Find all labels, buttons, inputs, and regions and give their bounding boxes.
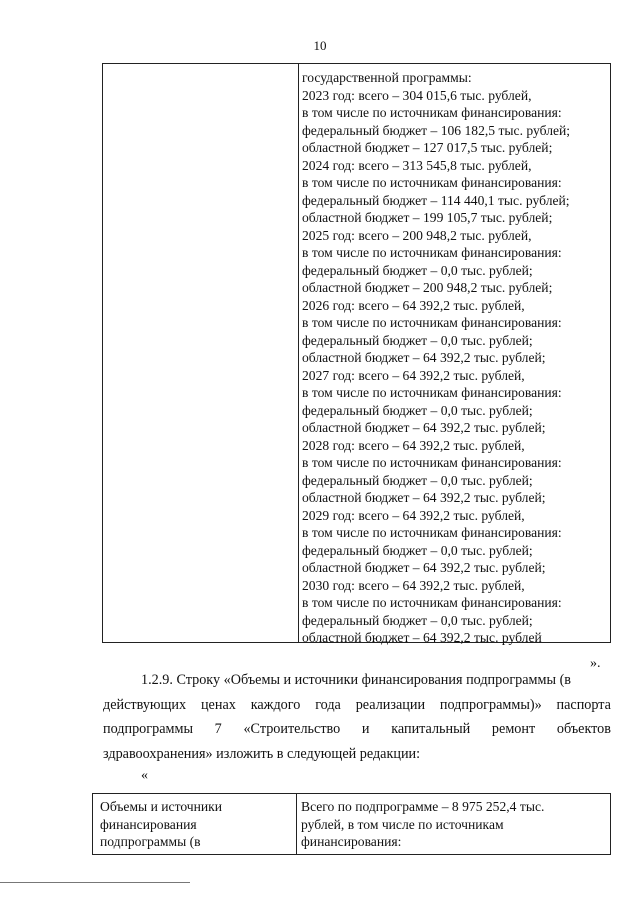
text-line: 2025 год: всего – 200 948,2 тыс. рублей, xyxy=(302,227,532,243)
page-number: 10 xyxy=(313,38,327,53)
financing-details-cell xyxy=(302,69,607,647)
text-line: областной бюджет – 64 392,2 тыс. рублей; xyxy=(302,560,546,575)
text-line: федеральный бюджет – 0,0 тыс. рублей; xyxy=(302,472,533,488)
text-line: областной бюджет – 64 392,2 тыс. рублей; xyxy=(302,490,546,505)
paragraph-line: здравоохранения» изложить в следующей редакции: xyxy=(103,745,421,762)
word: подпрограммы)» xyxy=(439,696,542,713)
text-line: в том числе по источникам финансирования: xyxy=(302,455,562,470)
word: «Строительство xyxy=(243,721,341,737)
table-column-divider xyxy=(296,794,297,854)
text-line: в том числе по источникам финансирования: xyxy=(302,245,562,260)
text-line: в том числе по источникам финансирования: xyxy=(302,385,562,400)
text-line: федеральный бюджет – 0,0 тыс. рублей; xyxy=(302,262,533,278)
text-line: государственной программы: xyxy=(302,70,472,85)
text-line: в том числе по источникам финансирования: xyxy=(302,315,562,330)
footer-rule xyxy=(0,882,190,883)
text-line: 2027 год: всего – 64 392,2 тыс. рублей, xyxy=(302,367,525,383)
amendment-paragraph xyxy=(103,672,611,770)
closing-quote: ». xyxy=(590,656,601,671)
text-line: областной бюджет – 127 017,5 тыс. рублей; xyxy=(302,140,553,155)
paragraph-line-justified xyxy=(103,697,611,722)
paragraph-line-justified xyxy=(103,721,611,746)
word: ценах xyxy=(200,696,236,713)
text-line: областной бюджет – 64 392,2 тыс. рублей xyxy=(302,630,542,645)
table-column-divider xyxy=(298,64,299,642)
text-line: 2024 год: всего – 313 545,8 тыс. рублей, xyxy=(302,157,532,173)
word: действующих xyxy=(103,696,187,713)
word: реализации xyxy=(355,696,426,713)
text-line: федеральный бюджет – 0,0 тыс. рублей; xyxy=(302,332,533,348)
paragraph-line: 1.2.9. Строку «Объемы и источники финансирования подпрограммы (в xyxy=(141,672,572,688)
subprogram-financing-table xyxy=(92,793,611,855)
text-line: финансирования xyxy=(100,816,197,832)
text-line: Всего по подпрограмме – 8 975 252,4 тыс. xyxy=(301,799,545,814)
text-line: 2026 год: всего – 64 392,2 тыс. рублей, xyxy=(302,297,525,313)
word: ремонт xyxy=(491,721,536,737)
text-line: 2029 год: всего – 64 392,2 тыс. рублей, xyxy=(302,507,525,523)
text-line: областной бюджет – 64 392,2 тыс. рублей; xyxy=(302,420,546,435)
text-line: 2028 год: всего – 64 392,2 тыс. рублей, xyxy=(302,437,525,453)
word: паспорта xyxy=(556,696,611,713)
word: подпрограммы xyxy=(103,721,193,737)
text-line: Объемы и источники xyxy=(100,799,223,814)
word: года xyxy=(315,696,341,713)
opening-quote: « xyxy=(141,768,148,783)
text-line: 2030 год: всего – 64 392,2 тыс. рублей, xyxy=(302,577,525,593)
row-value-cell xyxy=(301,798,606,851)
text-line: финансирования: xyxy=(301,834,402,849)
text-line: федеральный бюджет – 0,0 тыс. рублей; xyxy=(302,402,533,418)
text-line: 2023 год: всего – 304 015,6 тыс. рублей, xyxy=(302,87,532,103)
word: и xyxy=(361,721,370,737)
text-line: в том числе по источникам финансирования: xyxy=(302,595,562,610)
text-line: федеральный бюджет – 114 440,1 тыс. рублей; xyxy=(302,192,570,208)
financing-table xyxy=(102,63,611,643)
word: 7 xyxy=(214,721,222,737)
text-line: в том числе по источникам финансирования: xyxy=(302,525,562,540)
text-line: федеральный бюджет – 0,0 тыс. рублей; xyxy=(302,542,533,558)
text-line: федеральный бюджет – 106 182,5 тыс. рублей; xyxy=(302,122,571,138)
word: объектов xyxy=(556,721,611,737)
text-line: в том числе по источникам финансирования: xyxy=(302,105,562,120)
text-line: рублей, в том числе по источникам xyxy=(301,816,504,832)
text-line: подпрограммы (в xyxy=(100,834,201,849)
word: каждого xyxy=(250,696,301,713)
row-header-cell xyxy=(100,798,290,851)
word: капитальный xyxy=(391,721,471,737)
text-line: областной бюджет – 199 105,7 тыс. рублей; xyxy=(302,210,553,225)
text-line: федеральный бюджет – 0,0 тыс. рублей; xyxy=(302,612,533,628)
text-line: областной бюджет – 200 948,2 тыс. рублей; xyxy=(302,280,553,295)
text-line: областной бюджет – 64 392,2 тыс. рублей; xyxy=(302,350,546,365)
text-line: в том числе по источникам финансирования: xyxy=(302,175,562,190)
